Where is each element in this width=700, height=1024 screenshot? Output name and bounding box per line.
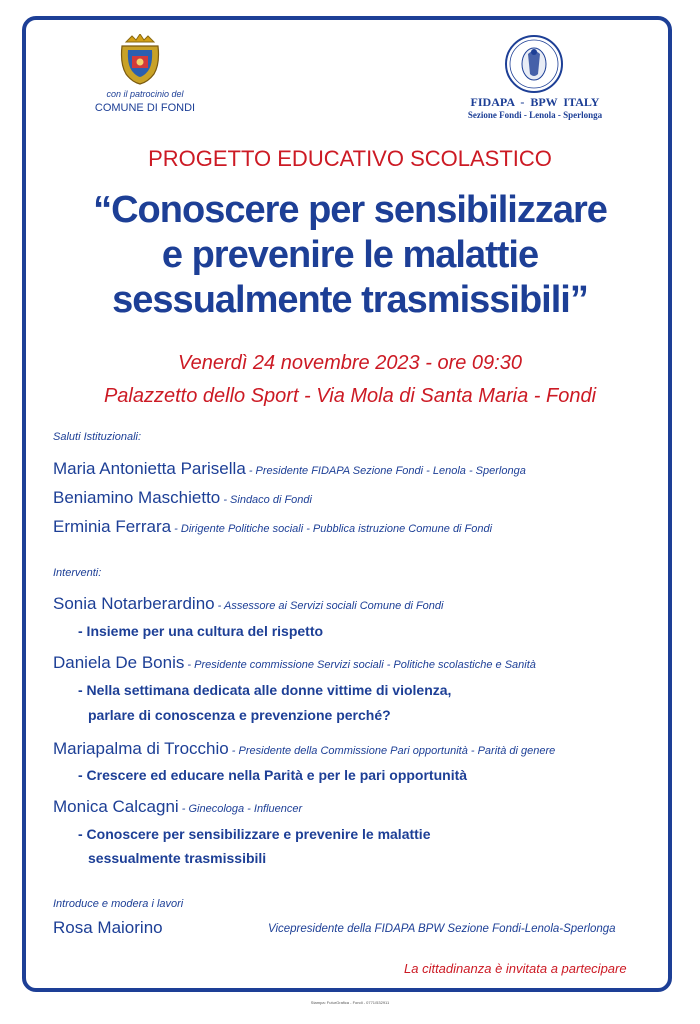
speaker-row (53, 739, 555, 759)
person-name: Beniamino Maschietto (53, 488, 221, 507)
event-venue: Palazzetto dello Sport - Via Mola di Santa Maria - Fondi (103, 385, 597, 407)
speaker-name: Daniela De Bonis (53, 653, 185, 672)
speaker-role: - Assessore ai Servizi sociali Comune di Fondi (214, 600, 444, 612)
person-role: - Presidente FIDAPA Sezione Fondi - Lenola - Sperlonga (245, 465, 526, 477)
fidapa-logo-icon (504, 34, 564, 94)
patronage-caption: con il patrocinio del (106, 89, 184, 99)
comune-di-fondi-crest-icon (118, 34, 162, 86)
moderator-label: Introduce e modera i lavori (53, 898, 184, 910)
person-name: Erminia Ferrara (53, 517, 172, 536)
speaker-row (53, 797, 302, 817)
event-date: Venerdì 24 novembre 2023 - ore 09:30 (178, 352, 522, 374)
org-section: Sezione Fondi - Lenola - Sperlonga (467, 110, 603, 120)
speaker-role: - Presidente della Commissione Pari opportunità - Parità di genere (228, 745, 556, 757)
speaker-role: - Presidente commissione Servizi sociali - Politiche scolastiche e Sanità (184, 659, 536, 671)
talk-topic: - Insieme per una cultura del rispetto (78, 623, 324, 639)
title-line: “Conoscere per sensibilizzare (93, 189, 607, 231)
greetings-label: Saluti Istituzionali: (53, 431, 142, 443)
project-label: PROGETTO EDUCATIVO SCOLASTICO (148, 146, 552, 171)
greeting-row (53, 459, 526, 479)
invitation-text: La cittadinanza è invitata a partecipare (404, 961, 627, 976)
title-line: e prevenire le malattie (161, 234, 539, 276)
talk-topic-continued: parlare di conoscenza e prevenzione perché? (88, 707, 391, 723)
speaker-role: - Ginecologa - Influencer (178, 803, 303, 815)
person-role: - Dirigente Politiche sociali - Pubblica istruzione Comune di Fondi (171, 523, 493, 535)
greeting-row (53, 488, 312, 508)
moderator-role: Vicepresidente della FIDAPA BPW Sezione Fondi-Lenola-Sperlonga (268, 923, 616, 935)
talks-label: Interventi: (53, 567, 102, 579)
talk-topic: - Nella settimana dedicata alle donne vittime di violenza, (78, 682, 452, 698)
moderator-name: Rosa Maiorino (53, 918, 163, 937)
talk-topic: - Crescere ed educare nella Parità e per le pari opportunità (78, 767, 468, 783)
greeting-row (53, 517, 492, 537)
event-title (40, 188, 660, 323)
speaker-row (53, 653, 536, 673)
talk-topic: - Conoscere per sensibilizzare e prevenire le malattie (78, 826, 431, 842)
person-role: - Sindaco di Fondi (220, 494, 312, 506)
speaker-name: Monica Calcagni (53, 797, 179, 816)
speaker-row (53, 594, 443, 614)
person-name: Maria Antonietta Parisella (53, 459, 246, 478)
talk-topic-continued: sessualmente trasmissibili (88, 850, 267, 866)
org-title: FIDAPA - BPW ITALY (470, 95, 600, 109)
printer-credit: Stampa: FuturGrafica - Fondi - 0771/532911 (310, 1000, 390, 1005)
title-line: sessualmente trasmissibili” (112, 279, 588, 321)
patronage-name: COMUNE DI FONDI (94, 102, 196, 114)
speaker-name: Mariapalma di Trocchio (53, 739, 229, 758)
moderator-row (53, 918, 163, 938)
speaker-name: Sonia Notarberardino (53, 594, 215, 613)
